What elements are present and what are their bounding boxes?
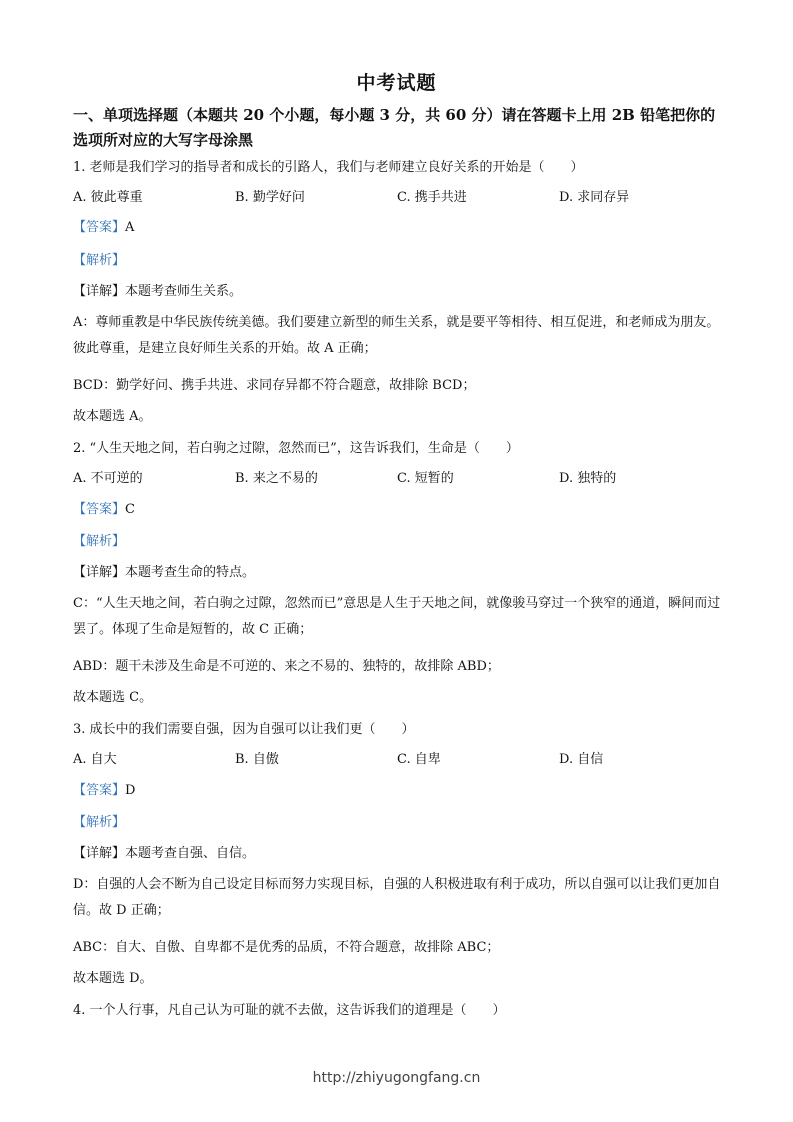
question-1-option-b: B. 勤学好问 xyxy=(235,190,305,205)
footer-url[interactable]: http://zhiyugongfang.cn xyxy=(312,1070,481,1086)
page-title: 中考试题 xyxy=(356,72,437,94)
question-2-detail: 【详解】本题考查生命的特点。 xyxy=(73,565,256,580)
question-1-option-c: C. 携手共进 xyxy=(397,190,467,205)
question-1-option-a: A. 彼此尊重 xyxy=(73,190,143,205)
question-3-answer xyxy=(73,782,728,800)
answer-value: D xyxy=(125,783,136,798)
answer-value: C xyxy=(125,502,135,517)
question-1-explain-1: A：尊师重教是中华民族传统美德。我们要建立新型的师生关系，就是要平等相待、相互促进，和老师成为朋友。彼此尊重，是建立良好师生关系的开始。故 A 正确； xyxy=(73,315,720,356)
answer-label: 【答案】 xyxy=(73,502,126,517)
question-2-option-b: B. 来之不易的 xyxy=(235,471,318,486)
question-2-explain-1: C：“人生天地之间，若白驹之过隙，忽然而已”意思是人生于天地之间，就像骏马穿过一个狭窄的通道，瞬间而过罢了。体现了生命是短暂的，故 C 正确； xyxy=(73,596,721,637)
question-2-option-a: A. 不可逆的 xyxy=(73,471,143,486)
question-3-explain-1: D：自强的人会不断为自己设定目标而努力实现目标，自强的人积极进取有利于成功，所以自强可以让我们更加自信。故 D 正确； xyxy=(73,877,721,918)
question-3-option-b: B. 自傲 xyxy=(235,752,279,767)
answer-label: 【答案】 xyxy=(73,220,126,235)
question-3-detail: 【详解】本题考查自强、自信。 xyxy=(73,846,256,861)
question-1-answer xyxy=(73,219,728,237)
question-2-stem: 2. “人生天地之间，若白驹之过隙，忽然而已”，这告诉我们，生命是（ ） xyxy=(73,441,519,456)
question-1-conclusion: 故本题选 A。 xyxy=(73,409,152,424)
question-2-option-d: D. 独特的 xyxy=(559,471,617,486)
answer-value: A xyxy=(125,220,135,235)
question-3-analysis-label: 【解析】 xyxy=(73,815,126,830)
question-1-detail: 【详解】本题考查师生关系。 xyxy=(73,284,243,299)
question-3-stem: 3. 成长中的我们需要自强，因为自强可以让我们更（ ） xyxy=(73,722,415,737)
question-3-explain-2: ABC：自大、自傲、自卑都不是优秀的品质，不符合题意，故排除 ABC； xyxy=(73,940,500,955)
question-2-option-c: C. 短暂的 xyxy=(397,471,454,486)
question-4-stem: 4. 一个人行事，凡自己认为可耻的就不去做，这告诉我们的道理是（ ） xyxy=(73,1003,506,1018)
question-3-option-d: D. 自信 xyxy=(559,752,604,767)
question-1-option-d: D. 求同存异 xyxy=(559,190,630,205)
question-1-stem: 1. 老师是我们学习的指导者和成长的引路人，我们与老师建立良好关系的开始是（ ） xyxy=(73,160,584,175)
question-3-option-c: C. 自卑 xyxy=(397,752,441,767)
question-1-explain-2: BCD：勤学好问、携手共进、求同存异都不符合题意，故排除 BCD； xyxy=(73,378,476,393)
question-2-conclusion: 故本题选 C。 xyxy=(73,690,153,705)
question-2-answer xyxy=(73,501,728,519)
answer-label: 【答案】 xyxy=(73,783,126,798)
question-3-option-a: A. 自大 xyxy=(73,752,117,767)
question-3-conclusion: 故本题选 D。 xyxy=(73,971,153,986)
question-2-analysis-label: 【解析】 xyxy=(73,534,126,549)
question-2-explain-2: ABD：题干未涉及生命是不可逆的、来之不易的、独特的，故排除 ABD； xyxy=(73,659,500,674)
section-heading: 一、单项选择题（本题共 20 个小题，每小题 3 分，共 60 分）请在答题卡上用 2B 铅笔把你的选项所对应的大写字母涂黑 xyxy=(73,106,716,149)
question-1-analysis-label: 【解析】 xyxy=(73,253,126,268)
